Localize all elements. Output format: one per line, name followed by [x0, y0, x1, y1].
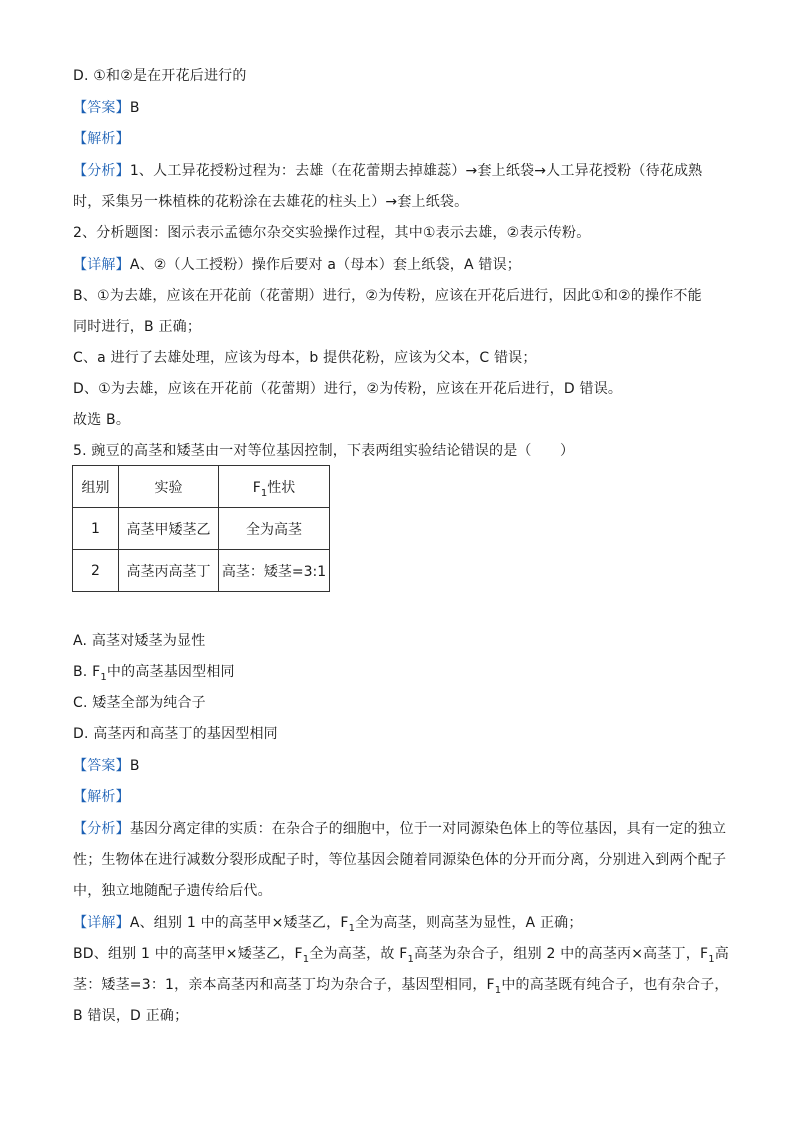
answer-tag: 【答案】 — [73, 758, 130, 774]
conclusion-line: 故选 B。 — [73, 412, 131, 428]
cell-result: 高茎：矮茎=3:1 — [219, 550, 330, 592]
fenxi-tag: 【分析】 — [73, 163, 130, 179]
header-experiment: 实验 — [119, 466, 219, 508]
fenxi2-line-3: 中，独立地随配子遗传给后代。 — [73, 883, 272, 899]
header-group: 组别 — [73, 466, 119, 508]
xiangjie-line-4: C、a 进行了去雄处理，应该为母本，b 提供花粉，应该为父本，C 错误； — [73, 350, 537, 366]
table-row — [73, 550, 330, 592]
cell-experiment: 高茎丙高茎丁 — [119, 550, 219, 592]
cell-result: 全为高茎 — [219, 508, 330, 550]
option-a: A. 高茎对矮茎为显性 — [73, 633, 206, 649]
table-header-row — [73, 466, 330, 508]
fenxi-line-3: 2、分析题图：图示表示孟德尔杂交实验操作过程，其中①表示去雄，②表示传粉。 — [73, 225, 591, 241]
analysis-heading — [73, 129, 733, 149]
xiangjie-line-3: 同时进行，B 正确； — [73, 319, 202, 335]
fenxi-tag: 【分析】 — [73, 821, 130, 837]
analysis-heading-2 — [73, 787, 733, 807]
xiangjie-tag: 【详解】 — [73, 257, 130, 273]
cell-experiment: 高茎甲矮茎乙 — [119, 508, 219, 550]
question-5-stem: 5. 豌豆的高茎和矮茎由一对等位基因控制，下表两组实验结论错误的是（ ） — [73, 443, 575, 459]
cell-group: 2 — [73, 550, 119, 592]
answer-tag: 【答案】 — [73, 100, 130, 116]
xiangjie2-line-4: B 错误，D 正确； — [73, 1008, 189, 1024]
analysis-tag: 【解析】 — [73, 131, 130, 147]
xiangjie-line-1: 【详解】A、②（人工授粉）操作后要对 a（母本）套上纸袋，A 错误； — [73, 257, 521, 273]
fenxi2-line-1: 【分析】基因分离定律的实质：在杂合子的细胞中，位于一对同源染色体上的等位基因，具有一定的独立 — [73, 821, 727, 837]
answer-line-2: 【答案】B — [73, 758, 140, 774]
xiangjie2-line-1: 【详解】A、组别 1 中的高茎甲×矮茎乙，$F_1$全为高茎，则高茎为显性，A 正确； — [73, 915, 583, 934]
fenxi2-line-2: 性；生物体在进行减数分裂形成配子时，等位基因会随着同源染色体的分开而分离，分别进入到两个配子 — [73, 852, 727, 868]
xiangjie2-line-3: 茎：矮茎=3：1，亲本高茎丙和高茎丁均为杂合子，基因型相同，$F_1$中的高茎既有纯合子，也有杂合子， — [73, 977, 729, 996]
option-d-previous: D. ①和②是在开花后进行的 — [73, 68, 247, 84]
experiment-table — [72, 465, 330, 592]
xiangjie2-line-2: BD、组别 1 中的高茎甲×矮茎乙，$F_1$全为高茎，故 $F_1$高茎为杂合子，组别 2 中的高茎丙×高茎丁，$F_1$高 — [73, 946, 729, 965]
header-f1-trait: $F_1$性状 — [219, 466, 330, 508]
fenxi-line-1: 【分析】1、人工异花授粉过程为：去雄（在花蕾期去掉雄蕊）→套上纸袋→人工异花授粉（待花成熟 — [73, 163, 703, 179]
option-c: C. 矮茎全部为纯合子 — [73, 695, 206, 711]
option-d: D. 高茎丙和高茎丁的基因型相同 — [73, 726, 278, 742]
fenxi-line-2: 时，采集另一株植株的花粉涂在去雄花的柱头上）→套上纸袋。 — [73, 194, 469, 210]
cell-group: 1 — [73, 508, 119, 550]
option-b: B. $F_1$中的高茎基因型相同 — [73, 664, 235, 683]
xiangjie-line-2: B、①为去雄，应该在开花前（花蕾期）进行，②为传粉，应该在开花后进行，因此①和②的操作不能 — [73, 288, 702, 304]
table-row — [73, 508, 330, 550]
xiangjie-tag: 【详解】 — [73, 915, 130, 931]
answer-line: 【答案】B — [73, 100, 140, 116]
xiangjie-line-5: D、①为去雄，应该在开花前（花蕾期）进行，②为传粉，应该在开花后进行，D 错误。 — [73, 381, 623, 397]
analysis-tag: 【解析】 — [73, 789, 130, 805]
